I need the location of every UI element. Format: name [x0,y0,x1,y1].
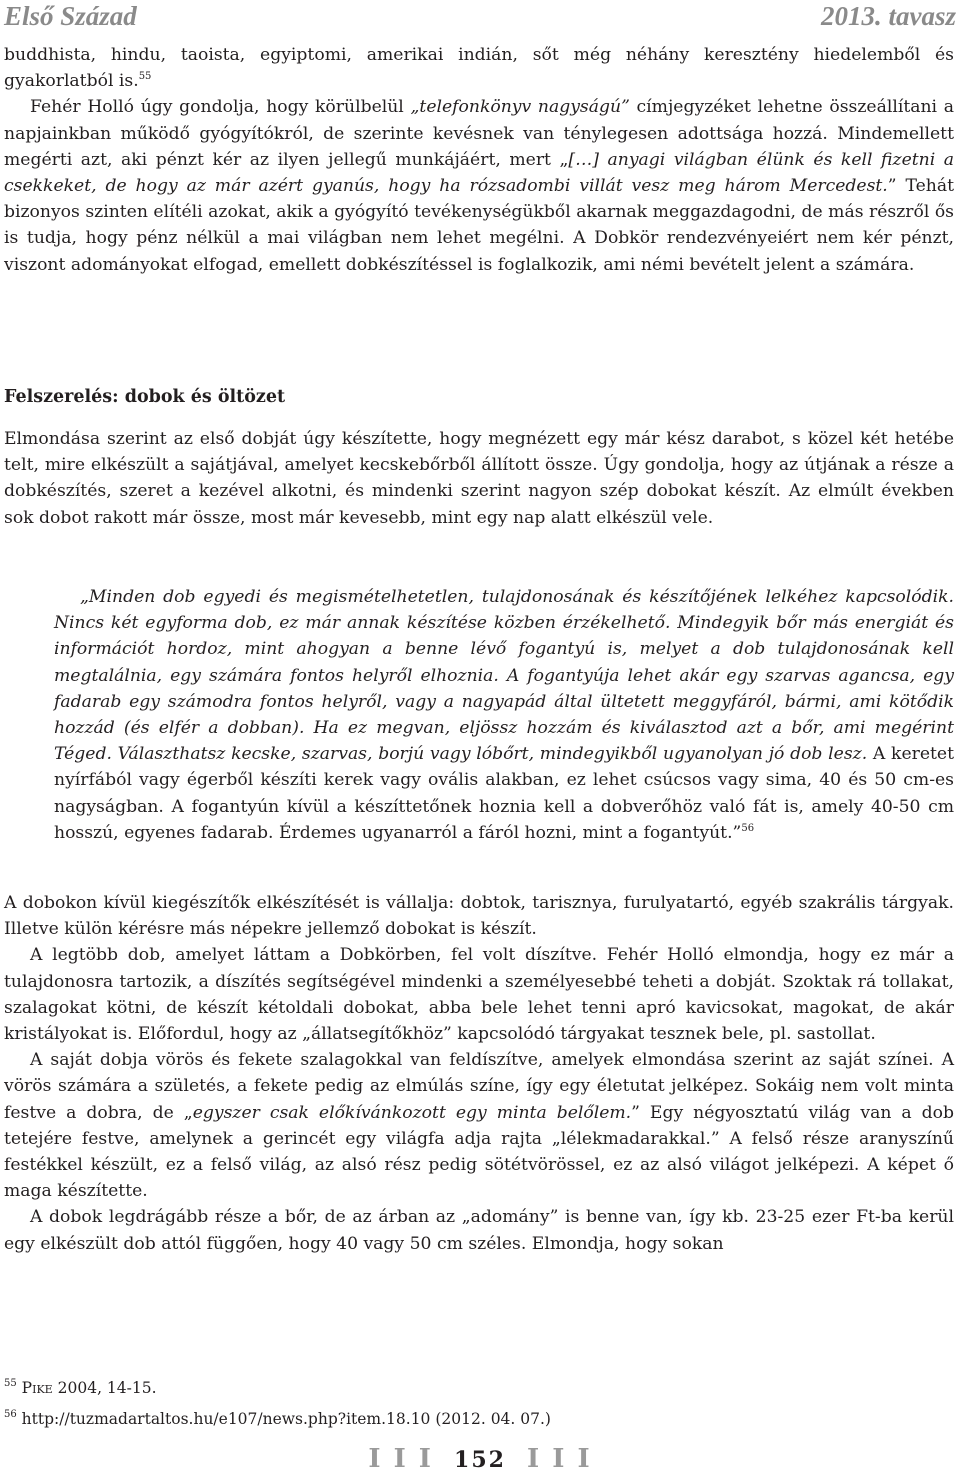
footnote-text: 2004, 14-15. [52,1379,157,1397]
page-folio [0,1444,960,1474]
footnote-ref: 55 [138,71,152,83]
paragraph-text: ” Tehát bizonyos szinten elítéli azokat, akik a gyógyító tevékenységükből akarnak meggazdagodni, de más részről ős is tudja, hogy pénz nélkül a mai világban nem lehet megélni. A Dobkör rendezvényeiért nem kér pénzt, viszont adományokat elfogad, emellett dobkészítéssel is foglalkozik, ami némi bevételt jelent a számára. [4,176,954,275]
quote-paragraph [54,584,954,846]
footnote-ref: 56 [741,822,755,834]
italic-quote: egyszer csak előkívánkozott egy minta belőlem. [192,1102,632,1123]
paragraph-text: buddhista, hindu, taoista, egyiptomi, amerikai indián, sőt még néhány keresztény hiedelemből és gyakorlatból is. [4,45,954,92]
paragraph-text: címjegyzéket lehetne összeállítani a napjainkban működő gyógyítókról, de szerinte kevésnek van ténylegesen adottsága hozzá. Mindemellett megérti azt, aki pénzt kér az ilyen jellegű munkájáért, mert „ [4,97,954,170]
block-quote [54,584,954,846]
paragraph-text: ” Egy négyosztatú világ van a dob tetejére festve, amelynek a gerincét egy világfa adja rajta „lélekmadarakkal.” A felső része aranyszínű festékkel készült, ez a felső világ, az alsó rész pedig sötétvörössel, ez az alsó világot jelképezi. A képet ő maga készítette. [4,1102,954,1202]
section-heading: Felszerelés: dobok és öltözet [4,387,286,407]
footnote-author: Pike [21,1379,53,1397]
paragraph: A dobok legdrágább része a bőr, de az árban az „adomány” is benne van, így kb. 23-25 ezer Ft-ba kerül egy elkészült dob attól függően, hogy 40 vagy 50 cm széles. Elmondja, hogy sokan [4,1207,954,1254]
section-equipment [4,426,954,531]
footnote-number: 55 [4,1378,17,1389]
paragraph [4,94,954,277]
footnote-55 [4,1378,157,1398]
page-number: 152 [454,1447,506,1473]
quote-continuation: A keretet nyírfából vagy égerből készíti kerek vagy ovális alakban, ez lehet csúcsos vagy sima, 40 és 50 cm-es nagyságban. A fogantyún kívül a készíttetőnek hoznia kell a dobverőhöz való fát is, amely 40-50 cm hosszú, egyenes fadarab. Érdemes ugyanarról a fáról hozni, mint a fogantyút.” [54,744,954,843]
folio-ornament-left: I I I [368,1444,433,1474]
section-continuation [4,890,954,1257]
paragraph: A legtöbb dob, amelyet láttam a Dobkörben, fel volt díszítve. Fehér Holló elmondja, hogy ez már a tulajdonosra tartozik, a díszítés segítségével mindenki a személyesebbé teheti a dobját. Szoktak rá tollakat, szalagokat kötni, de készít kétoldali dobokat, abba bele lehet tenni apró kavicsokat, magokat, de akár kristályokat is. Előfordul, hogy az „állatsegítőkhöz” kapcsolódó tárgyakat tesznek bele, pl. sastollat. [4,945,954,1045]
footnote-number: 56 [4,1409,17,1420]
footnote-56 [4,1409,551,1429]
issue-label: 2013. tavasz [821,1,956,31]
italic-phrase: „telefonkönyv nagyságú” [410,97,630,118]
footnote-url: http://tuzmadartaltos.hu/e107/news.php?item.18.10 (2012. 04. 07.) [21,1410,551,1428]
paragraph: Elmondása szerint az első dobját úgy készítette, hogy megnézett egy már kész darabot, s közel két hetébe telt, mire elkészült a sajátjával, amelyet kecskebőrből állított össze. Úgy gondolja, hogy az útjának a része a dobkészítés, szeret a kezével alkotni, és mindenki szerint nagyon szép dobokat készít. Az elmúlt években sok dobot rakott már össze, most már kevesebb, mint egy nap alatt elkészül vele. [4,429,954,528]
paragraph-text: Fehér Holló úgy gondolja, hogy körülbelül [30,97,411,118]
quote-text: „Minden dob egyedi és megismételhetetlen, tulajdonosának és készítőjének lelkéhez kapcsolódik. Nincs két egyforma dob, ez már annak készítése közben érzékelhető. Mindegyik bőr más energiát és információt hordoz, mint ahogyan a benne lévő fogantyú is, melyet a dob tulajdonosának kell megtalálnia, egy számára fontos helyről elhoznia. A fogantyúja lehet akár egy szarvas agancsa, egy fadarab egy számodra fontos helyről, vagy a nagyapád által ültetett meggyfáról, bármi, ami kötődik hozzád (és elfér a dobban). Ha ez megvan, eljössz hozzám és kiválasztod azt a bőr, ami megérint Téged. Választhatsz kecske, szarvas, borjú vagy lóbőrt, mindegyikből ugyanolyan jó dob lesz. [54,587,954,765]
paragraph [4,42,954,94]
paragraph [4,1047,954,1204]
paragraph: A dobokon kívül kiegészítők elkészítését is vállalja: dobtok, tarisznya, furulyatartó, egyéb szakrális tárgyak. Illetve külön kérésre más népekre jellemző dobokat is készít. [4,893,954,940]
running-header [4,0,956,34]
journal-title: Első Század [4,1,137,31]
section-intro [4,42,954,278]
folio-ornament-right: I I I [527,1444,592,1474]
italic-quote: […] anyagi világban élünk és kell fizetni a csekkeket, de hogy az már azért gyanús, hogy ha rózsadombi villát vesz meg három Mercedest. [4,149,954,197]
paragraph-text: A saját dobja vörös és fekete szalagokkal van feldíszítve, amelyek elmondása szerint az saját színei. A vörös számára a születés, a fekete pedig az elmúlás színe, így egy életutat jelképez. Sokáig nem volt minta festve a dobra, de „ [4,1050,954,1123]
